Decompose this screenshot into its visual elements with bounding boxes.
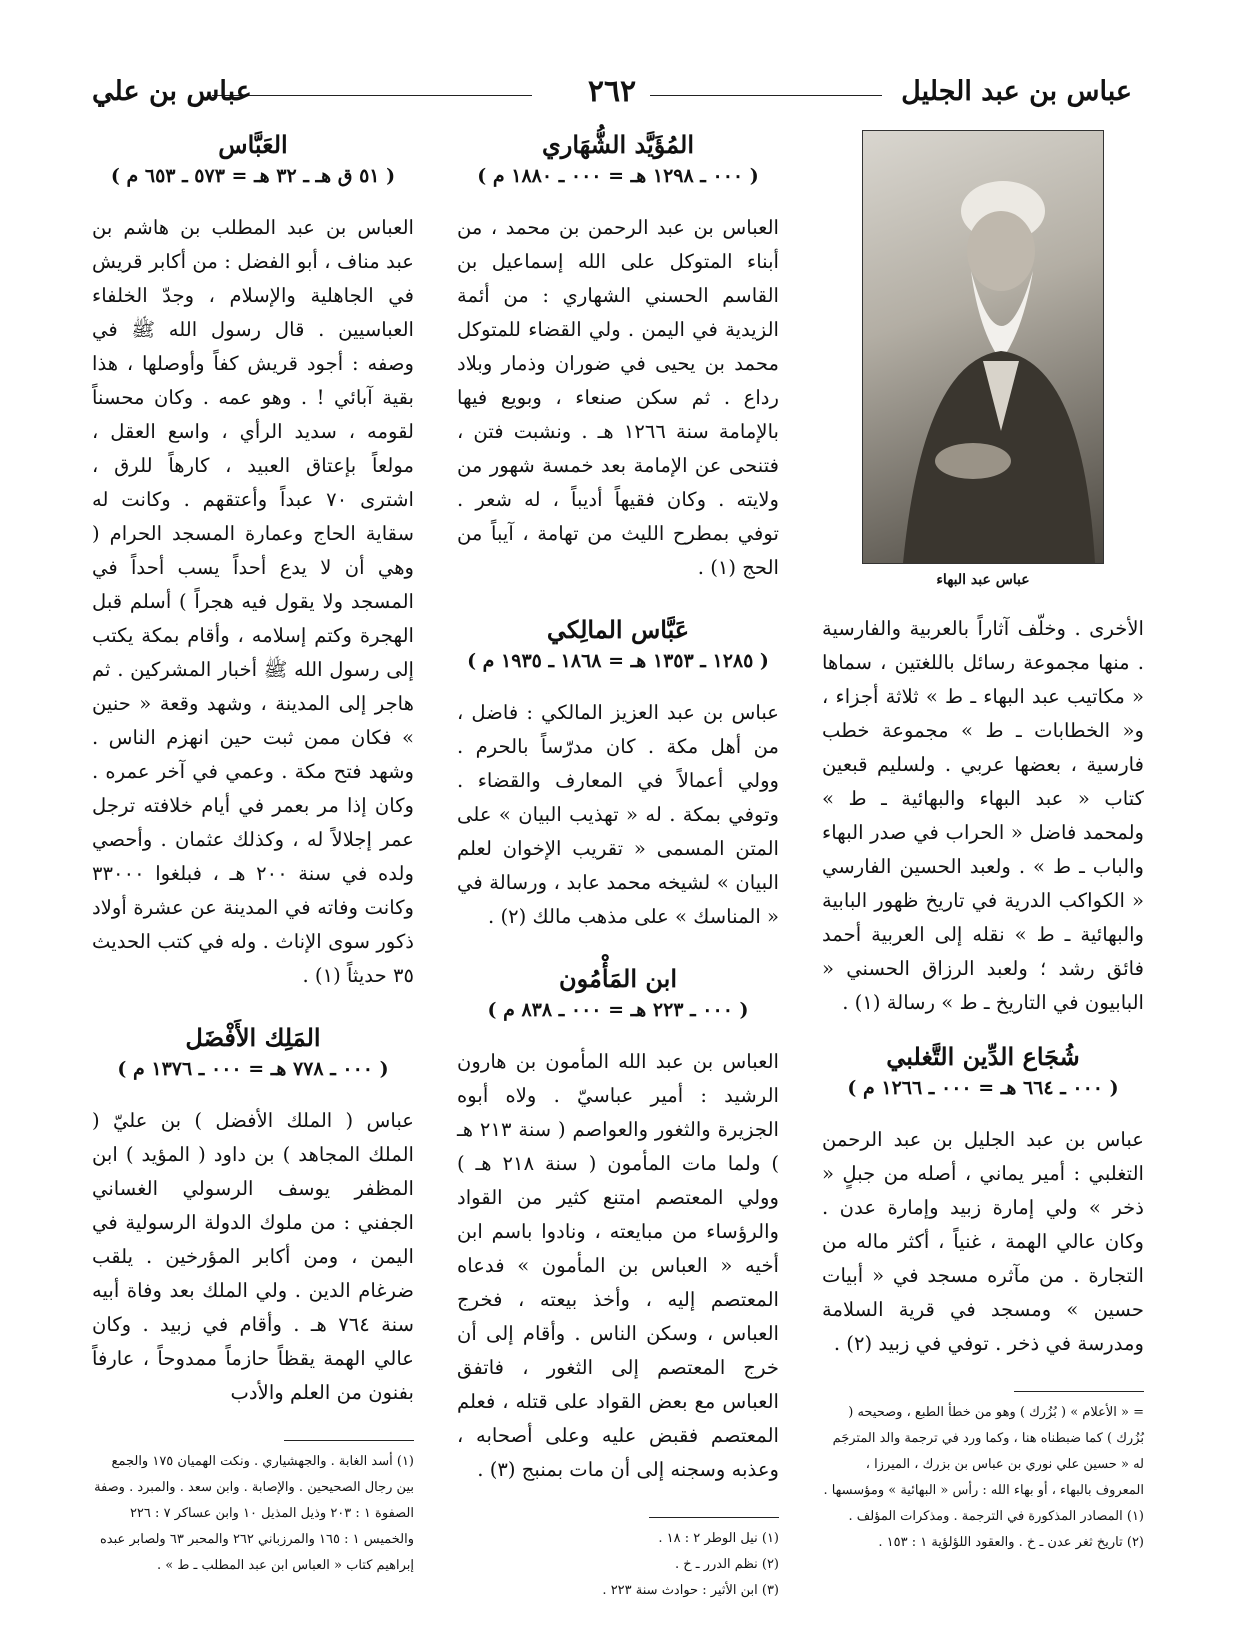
- entry-text: عباس ( الملك الأفضل ) بن عليّ ( الملك المجاهد ) بن داود ( المؤيد ) ابن المظفر يوسف الرسولي الغساني الجفني : من ملوك الدولة الرسولية في اليمن ، ومن أكابر المؤرخين . يلقب ضرغام الدين . ولي الملك بعد وفاة أبيه سنة ٧٦٤ هـ . وأقام في زبيد . وكان عالي الهمة يقظاً حازماً ممدوحاً ، عارفاً بفنون من العلم والأدب: [92, 1109, 414, 1404]
- footnote: (٢) نظم الدرر ـ خ .: [674, 1557, 779, 1572]
- column-middle: [457, 130, 779, 1604]
- column-left: [92, 130, 414, 1579]
- entry-dates: ( ٠٠٠ ـ ١٢٩٨ هـ = ٠٠٠ ـ ١٨٨٠ م ): [477, 165, 759, 187]
- entry-dates: ( ٠٠٠ ـ ٦٦٤ هـ = ٠٠٠ ـ ١٢٦٦ م ): [847, 1077, 1119, 1099]
- footnote: (١) نيل الوطر ٢ : ١٨ .: [658, 1531, 779, 1546]
- column-right: [822, 130, 1144, 1556]
- entry-dates: ( ٥١ ق هـ ـ ٣٢ هـ = ٥٧٣ ـ ٦٥٣ م ): [110, 165, 396, 187]
- entry-title: شُجَاع الدِّين التَّغلبي: [886, 1042, 1080, 1071]
- entry-dates: ( ١٢٨٥ ـ ١٣٥٣ هـ = ١٨٦٨ ـ ١٩٣٥ م ): [467, 650, 769, 672]
- entry-dates: ( ٠٠٠ ـ ٧٧٨ هـ = ٠٠٠ ـ ١٣٧٦ م ): [117, 1058, 389, 1080]
- page-number: ٢٦٢: [587, 74, 637, 109]
- entry-text: العباس بن عبد المطلب بن هاشم بن عبد مناف ، أبو الفضل : من أكابر قريش في الجاهلية والإسلام ، وجدّ الخلفاء العباسيين . قال رسول الله ﷺ في وصفه : أجود قريش كفاً وأوصلها ، هذا بقية آبائي ! . وهو عمه . وكان محسناً لقومه ، سديد الرأي ، واسع العقل ، مولعاً بإعتاق العبيد ، كارهاً للرق ، اشترى ٧٠ عبداً وأعتقهم . وكانت له سقاية الحاج وعمارة المسجد الحرام ( وهي أن لا يدع أحداً يسب أحداً في المسجد ولا يقول فيه هجراً ) أسلم قبل الهجرة وكتم إسلامه ، وأقام بمكة يكتب إلى رسول الله ﷺ أخبار المشركين . ثم هاجر إلى المدينة ، وشهد وقعة « حنين » فكان ممن ثبت حين انهزم الناس . وشهد فتح مكة . وعمي في آخر عمره . وكان إذا مر بعمر في أيام خلافته ترجل عمر إجلالاً له ، وكذلك عثمان . وأحصي ولده في سنة ٢٠٠ هـ ، فبلغوا ٣٣٠٠٠ وكانت وفاته في المدينة عن عشرة أولاد ذكور سوى الإناث . وله في كتب الحديث ٣٥ حديثاً (١) .: [92, 216, 414, 987]
- footnote: = « الأعلام » ( بُزُرك ) وهو من خطأ الطبع ، وصحيحه ( بُزُرك ) كما ضبطناه هنا ، وكما ورد في ترجمة والد المترجَم له « حسين علي نوري بن عباس بن بزرك ، الميرزا ، المعروف بالبهاء ، أو بهاء الله : رأس « البهائية » ومؤسسها .: [823, 1405, 1144, 1498]
- entry-text: العباس بن عبد الرحمن بن محمد ، من أبناء المتوكل على الله إسماعيل بن القاسم الحسني الشهاري : من أئمة الزيدية في اليمن . ولي القضاء للمتوكل محمد بن يحيى في ضوران وذمار وبلاد رداع . ثم سكن صنعاء ، وبويع فيها بالإمامة سنة ١٢٦٦ هـ . ونشبت فتن ، فتنحى عن الإمامة بعد خمسة شهور من ولايته . وكان فقيهاً أديباً ، له شعر . توفي بمطرح الليث من تهامة ، آيباً من الحج (١) .: [457, 216, 779, 579]
- footnote: (١) أسد الغابة . والجهشياري . ونكت الهميان ١٧٥ والجمع بين رجال الصحيحين . والإصابة . وابن سعد . والمبرد . وصفة الصفوة ١ : ٢٠٣ وذيل المذيل ١٠ وابن عساكر ٧ : ٢٢٦ والخميس ١ : ١٦٥ والمرزباني ٢٦٢ والمحبر ٦٣ ولصابر عبده إبراهيم كتاب « العباس ابن عبد المطلب ـ ط » .: [94, 1454, 414, 1573]
- entry-al-malik-al-afdal: [92, 1023, 414, 1410]
- entry-ibn-al-mamun: [457, 964, 779, 1487]
- entry-al-muayyad: [457, 130, 779, 585]
- intro-text: الأخرى . وخلّف آثاراً بالعربية والفارسية . منها مجموعة رسائل باللغتين ، سماها « مكاتيب عبد البهاء ـ ط » ثلاثة أجزاء ، و« الخطابات ـ ط » مجموعة خطب فارسية ، بعضها عربي . ولسليم قبعين كتاب « عبد البهاء والبهائية ـ ط » ولمحمد فاضل « الحراب في صدر البهاء والباب ـ ط » . ولعبد الحسين الفارسي « الكواكب الدرية في تاريخ ظهور البابية والبهائية ـ ط » نقله إلى العربية أحمد فائق رشد ؛ ولعبد الرزاق الحسني « البابيون في التاريخ ـ ط » رسالة (١) .: [822, 617, 1144, 1014]
- entry-title: المَلِك الأَفْضَل: [185, 1023, 321, 1052]
- entry-text: العباس بن عبد الله المأمون بن هارون الرشيد : أمير عباسيّ . ولاه أبوه الجزيرة والثغور والعواصم ( سنة ٢١٣ هـ ) ولما مات المأمون ( سنة ٢١٨ هـ ) وولي المعتصم امتنع كثير من القواد والرؤساء من مبايعته ، ونادوا باسم ابن أخيه « العباس بن المأمون » فدعاه المعتصم إليه ، وأخذ بيعته ، فخرج العباس ، وسكن الناس . وأقام إلى أن خرج المعتصم إلى الثغور ، فاتفق العباس مع بعض القواد على قتله ، فعلم المعتصم فقبض عليه وعلى أصحابه ، وعذبه وسجنه إلى أن مات بمنبج (٣) .: [457, 1050, 779, 1481]
- footnote-separator: [649, 1517, 779, 1518]
- footnote-separator: [1014, 1391, 1144, 1392]
- entry-dates: ( ٠٠٠ ـ ٢٢٣ هـ = ٠٠٠ ـ ٨٣٨ م ): [487, 999, 749, 1021]
- portrait-figure: [863, 131, 1103, 563]
- header-right-title: عباس بن عبد الجليل: [901, 76, 1132, 107]
- running-header: [92, 72, 1132, 118]
- footnote: (٣) ابن الأثير : حوادث سنة ٢٢٣ .: [602, 1583, 779, 1598]
- entry-al-abbas: [92, 130, 414, 993]
- footnote: (١) المصادر المذكورة في الترجمة . ومذكرات المؤلف .: [848, 1509, 1144, 1524]
- footnote: (٢) تاريخ ثغر عدن ـ خ . والعقود اللؤلؤية ١ : ١٥٣ .: [878, 1535, 1144, 1550]
- footnote-separator: [284, 1440, 414, 1441]
- entry-title: العَبَّاس: [218, 130, 288, 159]
- entry-title: المُؤَيَّد الشُّهَاري: [541, 130, 695, 159]
- entry-shuja-al-din: [822, 1042, 1144, 1361]
- header-rule-left: [212, 95, 532, 96]
- entry-title: عَبَّاس المالِكي: [546, 615, 690, 644]
- photo-caption: عباس عبد البهاء: [936, 572, 1030, 588]
- entry-abbas-al-maliki: [457, 615, 779, 934]
- header-left-title: عباس بن علي: [92, 76, 252, 107]
- entry-text: عباس بن عبد العزيز المالكي : فاضل ، من أهل مكة . كان مدرّساً بالحرم . وولي أعمالاً في المعارف والقضاء . وتوفي بمكة . له « تهذيب البيان » على المتن المسمى « تقريب الإخوان لعلم البيان » لشيخه محمد عابد ، ورسالة في « المناسك » على مذهب مالك (٢) .: [457, 701, 779, 928]
- entry-text: عباس بن عبد الجليل بن عبد الرحمن التغلبي : أمير يماني ، أصله من جبلٍ « ذخر » ولي إمارة زبيد وإمارة عدن . وكان عالي الهمة ، غنياً ، أكثر ماله من التجارة . من مآثره مسجد في « أبيات حسين » ومسجد في قرية السلامة ومدرسة في ذخر . توفي في زبيد (٢) .: [822, 1128, 1144, 1355]
- entry-title: ابن المَأْمُون: [558, 964, 678, 993]
- portrait-photo: [862, 130, 1104, 564]
